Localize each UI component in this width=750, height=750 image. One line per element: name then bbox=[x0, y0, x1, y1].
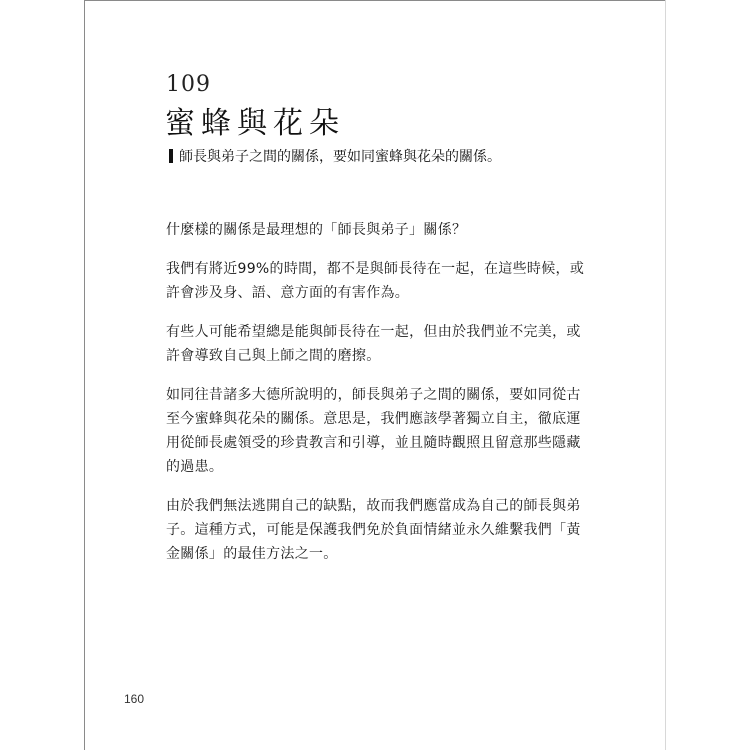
subtitle-bar-marker bbox=[169, 149, 173, 163]
paragraph: 由於我們無法逃開自己的缺點，故而我們應當成為自己的師長與弟子。這種方式，可能是保護我們免於負面情緒並永久維繫我們「黃金關係」的最佳方法之一。 bbox=[166, 498, 581, 562]
chapter-title: 蜜蜂與花朵 bbox=[165, 106, 345, 141]
paragraph: 有些人可能希望總是能與師長待在一起，但由於我們並不完美，或許會導致自己與上師之間的磨擦。 bbox=[166, 324, 581, 364]
chapter-subtitle bbox=[169, 146, 501, 166]
body-text bbox=[166, 218, 594, 581]
page-edge-left bbox=[84, 0, 85, 750]
paragraph: 我們有將近99%的時間，都不是與師長待在一起，在這些時候，或許會涉及身、語、意方面的有害作為。 bbox=[166, 261, 585, 301]
paragraph: 什麼樣的關係是最理想的「師長與弟子」關係？ bbox=[166, 222, 467, 238]
page-edge-top bbox=[84, 0, 666, 1]
chapter-number: 109 bbox=[166, 72, 211, 97]
page-edge-right bbox=[665, 0, 666, 750]
paragraph: 如同往昔諸多大德所說明的，師長與弟子之間的關係，要如同從古至今蜜蜂與花朵的關係。意思是，我們應該學著獨立自主，徹底運用從師長處領受的珍貴教言和引導，並且隨時觀照且留意那些隱藏的過患。 bbox=[166, 387, 581, 475]
page-number: 160 bbox=[124, 692, 145, 706]
subtitle-text: 師長與弟子之間的關係，要如同蜜蜂與花朵的關係。 bbox=[179, 149, 501, 165]
